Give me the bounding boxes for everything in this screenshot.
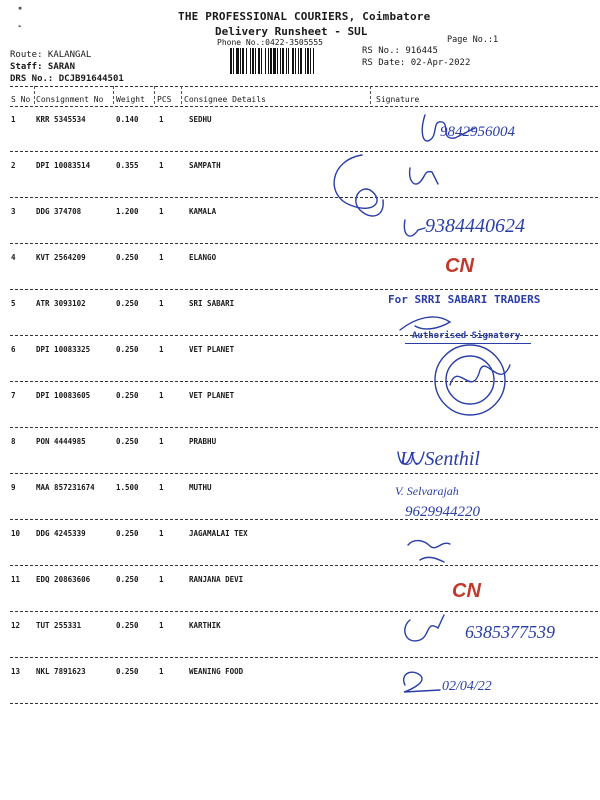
barcode-bar	[280, 48, 281, 74]
cell-weight: 0.355	[116, 161, 139, 170]
stamp-authorised-signatory: Authorised Signatory	[412, 331, 521, 341]
barcode-bar	[233, 48, 234, 74]
signature-loop	[334, 155, 383, 216]
cell-weight: 0.250	[116, 253, 139, 262]
cell-sno: 1	[11, 115, 16, 124]
cell-consignment: DDG 374708	[36, 207, 82, 216]
cell-pcs: 1	[159, 345, 164, 354]
barcode-bar	[282, 48, 284, 74]
cell-consignee: ELANGO	[189, 253, 217, 262]
barcode-bar	[307, 48, 309, 74]
cell-sno: 9	[11, 483, 16, 492]
signature-row9-name: V. Selvarajah	[395, 484, 459, 498]
barcode-bar	[286, 48, 287, 74]
barcode-bar	[277, 48, 278, 74]
cell-consignment: PON 4444985	[36, 437, 86, 446]
barcode-bar	[261, 48, 262, 74]
runsheet-title: Delivery Runsheet - SUL	[215, 25, 368, 38]
signature-row3-scribble	[404, 220, 425, 236]
signature-row1-text: 9842956004	[440, 124, 515, 140]
signature-row8-text: U. Senthil	[400, 448, 480, 470]
signature-row3-text: 9384440624	[425, 215, 525, 237]
signature-row2-scribble	[410, 168, 438, 184]
cell-pcs: 1	[159, 667, 164, 676]
barcode-bar	[292, 48, 294, 74]
cell-consignee: SEDHU	[189, 115, 212, 124]
barcode-bar	[258, 48, 260, 74]
barcode	[230, 48, 356, 74]
table-top-rule	[10, 86, 598, 87]
signature-row9-phone: 9629944220	[405, 504, 480, 520]
barcode-bar	[250, 48, 251, 74]
cell-pcs: 1	[159, 483, 164, 492]
barcode-bar	[305, 48, 306, 74]
barcode-bar	[252, 48, 254, 74]
rs-number: RS No.: 916445	[362, 46, 438, 56]
cell-sno: 7	[11, 391, 16, 400]
barcode-bar	[270, 48, 272, 74]
signature-row12-text: 6385377539	[465, 622, 555, 642]
cell-pcs: 1	[159, 253, 164, 262]
cell-sno: 13	[11, 667, 21, 676]
cell-weight: 0.250	[116, 575, 139, 584]
page-mark-left: ▸	[18, 22, 23, 30]
staff: Staff: SARAN	[10, 62, 76, 72]
page-mark-top: ▪	[18, 4, 23, 12]
table-bottom-rule	[10, 703, 598, 704]
signature-row4-cn: CN	[445, 255, 474, 277]
cell-consignment: KRR 5345534	[36, 115, 86, 124]
cell-consignee: MUTHU	[189, 483, 212, 492]
column-divider	[34, 86, 35, 104]
cell-sno: 11	[11, 575, 21, 584]
barcode-bar	[300, 48, 302, 74]
cell-sno: 6	[11, 345, 16, 354]
cell-sno: 10	[11, 529, 21, 538]
cell-pcs: 1	[159, 437, 164, 446]
cell-pcs: 1	[159, 161, 164, 170]
cell-consignment: DDG 4245339	[36, 529, 86, 538]
cell-consignment: ATR 3093102	[36, 299, 86, 308]
barcode-bar	[230, 48, 232, 74]
signature-row12-scribble	[405, 615, 444, 641]
cell-pcs: 1	[159, 207, 164, 216]
cell-consignment: NKL 7891623	[36, 667, 86, 676]
route: Route: KALANGAL	[10, 50, 92, 60]
company-title: THE PROFESSIONAL COURIERS, Coimbatore	[178, 10, 431, 23]
cell-weight: 0.140	[116, 115, 139, 124]
cell-weight: 0.250	[116, 667, 139, 676]
barcode-bar	[240, 48, 241, 74]
col-header-consignee: Consignee Details	[184, 95, 266, 104]
column-divider	[181, 86, 182, 104]
cell-weight: 1.200	[116, 207, 139, 216]
col-header-consignment: Consignment No	[36, 95, 104, 104]
stamp-signature	[450, 365, 510, 385]
cell-consignment: MAA 857231674	[36, 483, 95, 492]
stamp-circle-inner	[446, 356, 494, 404]
cell-consignment: DPI 10083605	[36, 391, 91, 400]
cell-sno: 12	[11, 621, 21, 630]
cell-pcs: 1	[159, 621, 164, 630]
cell-consignee: RANJANA DEVI	[189, 575, 244, 584]
barcode-bar	[310, 48, 311, 74]
cell-sno: 4	[11, 253, 16, 262]
stamp-underline	[405, 343, 531, 344]
column-divider	[370, 86, 371, 104]
cell-pcs: 1	[159, 391, 164, 400]
barcode-bar	[265, 48, 266, 74]
cell-consignment: EDQ 20863606	[36, 575, 91, 584]
cell-sno: 5	[11, 299, 16, 308]
signature-area	[380, 100, 600, 700]
cell-consignee: SAMPATH	[189, 161, 221, 170]
cell-weight: 1.500	[116, 483, 139, 492]
cell-pcs: 1	[159, 299, 164, 308]
barcode-bar	[255, 48, 256, 74]
cell-consignee: VET PLANET	[189, 345, 235, 354]
col-header-sno: S No	[11, 95, 31, 104]
barcode-bar	[298, 48, 299, 74]
signature-row13-date: 02/04/22	[442, 679, 492, 694]
barcode-bar	[268, 48, 269, 74]
cell-consignment: KVT 2564209	[36, 253, 86, 262]
barcode-bar	[313, 48, 314, 74]
cell-weight: 0.250	[116, 391, 139, 400]
cell-consignee: JAGAMALAI TEX	[189, 529, 248, 538]
barcode-bar	[295, 48, 296, 74]
cell-consignee: KARTHIK	[189, 621, 221, 630]
phone-number: Phone No.:0422-3505555	[217, 38, 323, 47]
column-divider	[154, 86, 155, 104]
cell-consignment: DPI 10083514	[36, 161, 91, 170]
rs-date: RS Date: 02-Apr-2022	[362, 58, 471, 68]
drs-number: DRS No.: DCJB91644501	[10, 74, 124, 84]
col-header-weight: Weight	[116, 95, 145, 104]
cell-pcs: 1	[159, 529, 164, 538]
stamp-company-name: For SRRI SABARI TRADERS	[388, 293, 541, 306]
cell-consignment: DPI 10083325	[36, 345, 91, 354]
barcode-bar	[236, 48, 239, 74]
page-number: Page No.:1	[447, 35, 499, 45]
cell-consignee: KAMALA	[189, 207, 217, 216]
cell-consignment: TUT 255331	[36, 621, 82, 630]
cell-sno: 8	[11, 437, 16, 446]
cell-weight: 0.250	[116, 437, 139, 446]
cell-sno: 3	[11, 207, 16, 216]
column-divider	[113, 86, 114, 104]
cell-consignee: WEANING FOOD	[189, 667, 244, 676]
cell-weight: 0.250	[116, 299, 139, 308]
cell-sno: 2	[11, 161, 16, 170]
cell-pcs: 1	[159, 115, 164, 124]
barcode-bar	[246, 48, 247, 74]
cell-pcs: 1	[159, 575, 164, 584]
signature-row10-scribble	[408, 541, 450, 562]
barcode-bar	[288, 48, 289, 74]
barcode-bar	[242, 48, 244, 74]
signature-row11-cn: CN	[452, 580, 481, 602]
cell-consignee: VET PLANET	[189, 391, 235, 400]
cell-consignee: SRI SABARI	[189, 299, 235, 308]
cell-weight: 0.250	[116, 621, 139, 630]
signature-row5-scribble	[400, 317, 450, 330]
cell-consignee: PRABHU	[189, 437, 217, 446]
col-header-signature: Signature	[376, 95, 420, 104]
col-header-pcs: PCS	[157, 95, 172, 104]
signature-row13-scribble	[404, 672, 440, 692]
cell-weight: 0.250	[116, 345, 139, 354]
cell-weight: 0.250	[116, 529, 139, 538]
barcode-bar	[273, 48, 276, 74]
